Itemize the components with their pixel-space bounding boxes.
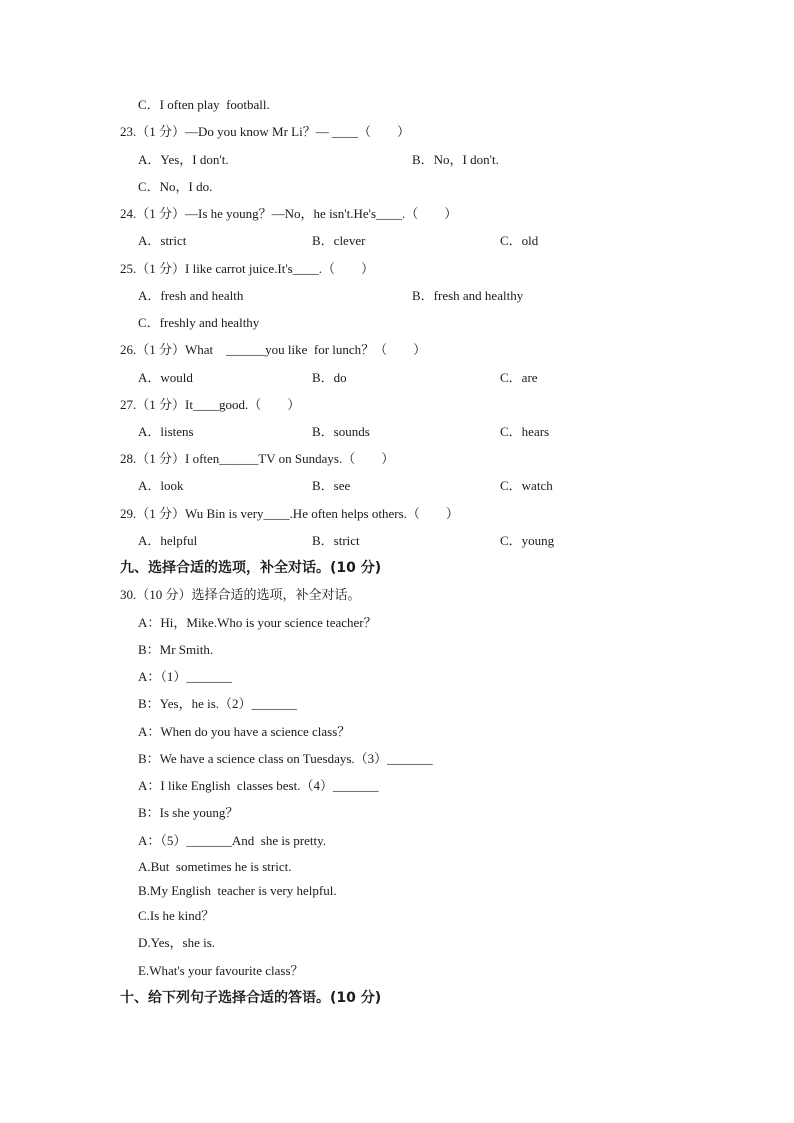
q25-stem: 25.（1 分）I like carrot juice.It's____.（ ）	[120, 261, 374, 276]
q26-option-a: A．would	[138, 370, 193, 385]
q28-option-a: A．look	[138, 478, 184, 493]
q27-option-c: C．hears	[500, 424, 550, 439]
answer-option-a: A.But sometimes he is strict.	[138, 859, 292, 874]
section-10-heading: 十、给下列句子选择合适的答语。(10 分)	[120, 990, 382, 1006]
answer-option-b: B.My English teacher is very helpful.	[138, 883, 337, 898]
answer-option-e: E.What's your favourite class？	[138, 963, 304, 978]
q24-option-b: B．clever	[312, 233, 366, 248]
dialogue-line: A：（5）_______And she is pretty.	[138, 833, 327, 848]
dialogue-line: B：Is she young？	[138, 805, 239, 820]
q27-option-b: B．sounds	[312, 424, 370, 439]
q24-option-c: C．old	[500, 233, 539, 248]
q23-option-a: A．Yes，I don't.	[138, 152, 229, 167]
q28-option-c: C．watch	[500, 478, 553, 493]
q23-option-b: B．No，I don't.	[412, 152, 499, 167]
dialogue-line: B：We have a science class on Tuesdays.（3）_______	[138, 751, 433, 766]
dialogue-line: B：Yes，he is.（2）_______	[138, 696, 298, 711]
q25-option-c: C．freshly and healthy	[138, 315, 260, 330]
dialogue-line: A：（1）_______	[138, 669, 232, 684]
q27-option-a: A．listens	[138, 424, 194, 439]
q22-option-c: C．I often play football.	[138, 97, 270, 112]
q23-option-c: C．No，I do.	[138, 179, 213, 194]
dialogue-line: A：When do you have a science class？	[138, 724, 351, 739]
section-9-heading: 九、选择合适的选项，补全对话。(10 分)	[120, 560, 382, 576]
q29-option-a: A．helpful	[138, 533, 198, 548]
q29-option-b: B．strict	[312, 533, 360, 548]
q26-stem: 26.（1 分）What ______you like for lunch？（ ）	[120, 342, 427, 357]
answer-option-c: C.Is he kind？	[138, 908, 215, 923]
q26-option-b: B．do	[312, 370, 347, 385]
q25-option-a: A．fresh and health	[138, 288, 244, 303]
q23-stem: 23.（1 分）—Do you know Mr Li？— ____（ ）	[120, 124, 410, 139]
dialogue-line: A：Hi，Mike.Who is your science teacher？	[138, 615, 377, 630]
answer-option-d: D.Yes，she is.	[138, 935, 216, 950]
q24-stem: 24.（1 分）—Is he young？—No，he isn't.He's____.（ ）	[120, 206, 458, 221]
q26-option-c: C．are	[500, 370, 538, 385]
q29-stem: 29.（1 分）Wu Bin is very____.He often helps others.（ ）	[120, 506, 459, 521]
q28-option-b: B．see	[312, 478, 351, 493]
dialogue-line: A：I like English classes best.（4）_______	[138, 778, 379, 793]
q27-stem: 27.（1 分）It____good.（ ）	[120, 397, 301, 412]
dialogue-line: B：Mr Smith.	[138, 642, 214, 657]
q30-stem: 30.（10 分）选择合适的选项，补全对话。	[120, 587, 361, 602]
q28-stem: 28.（1 分）I often______TV on Sundays.（ ）	[120, 451, 395, 466]
q29-option-c: C．young	[500, 533, 555, 548]
q25-option-b: B．fresh and healthy	[412, 288, 524, 303]
q24-option-a: A．strict	[138, 233, 187, 248]
